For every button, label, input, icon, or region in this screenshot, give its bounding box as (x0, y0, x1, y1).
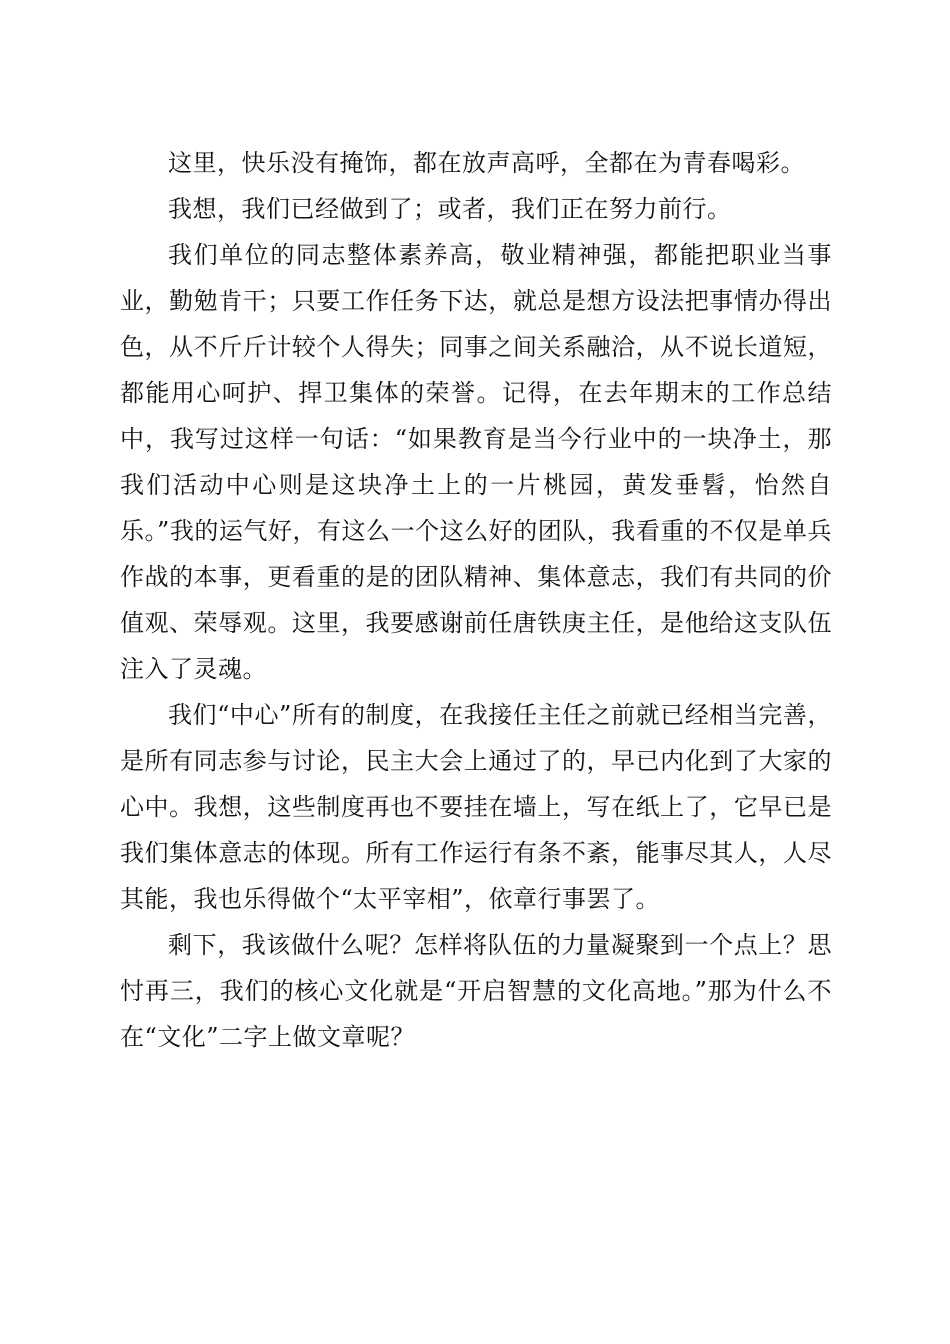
paragraph-2: 我想，我们已经做到了；或者，我们正在努力前行。 (168, 195, 732, 223)
paragraph-5: 剩下，我该做什么呢？怎样将队伍的力量凝聚到一个点上？思忖再三，我们的核心文化就是“开启智慧的文化高地。”那为什么不在“文化”二字上做文章呢？ (120, 931, 832, 1051)
paragraph-4: 我们“中心”所有的制度，在我接任主任之前就已经相当完善，是所有同志参与讨论，民主大会上通过了的，早已内化到了大家的心中。我想，这些制度再也不要挂在墙上，写在纸上了，它早已是我们集体意志的体现。所有工作运行有条不紊，能事尽其人，人尽其能，我也乐得做个“太平宰相”，依章行事罢了。 (120, 701, 832, 913)
paragraph-3: 我们单位的同志整体素养高，敬业精神强，都能把职业当事业，勤勉肯干；只要工作任务下达，就总是想方设法把事情办得出色，从不斤斤计较个人得失；同事之间关系融洽，从不说长道短，都能用心呵护、捍卫集体的荣誉。记得，在去年期末的工作总结中，我写过这样一句话：“如果教育是当今行业中的一块净土，那我们活动中心则是这块净土上的一片桃园，黄发垂髫，怡然自乐。”我的运气好，有这么一个这么好的团队，我看重的不仅是单兵作战的本事，更看重的是的团队精神、集体意志，我们有共同的价值观、荣辱观。这里，我要感谢前任唐铁庚主任，是他给这支队伍注入了灵魂。 (120, 241, 832, 683)
paragraph-1: 这里，快乐没有掩饰，都在放声高呼，全都在为青春喝彩。 (168, 149, 805, 177)
document-body (120, 140, 832, 1060)
